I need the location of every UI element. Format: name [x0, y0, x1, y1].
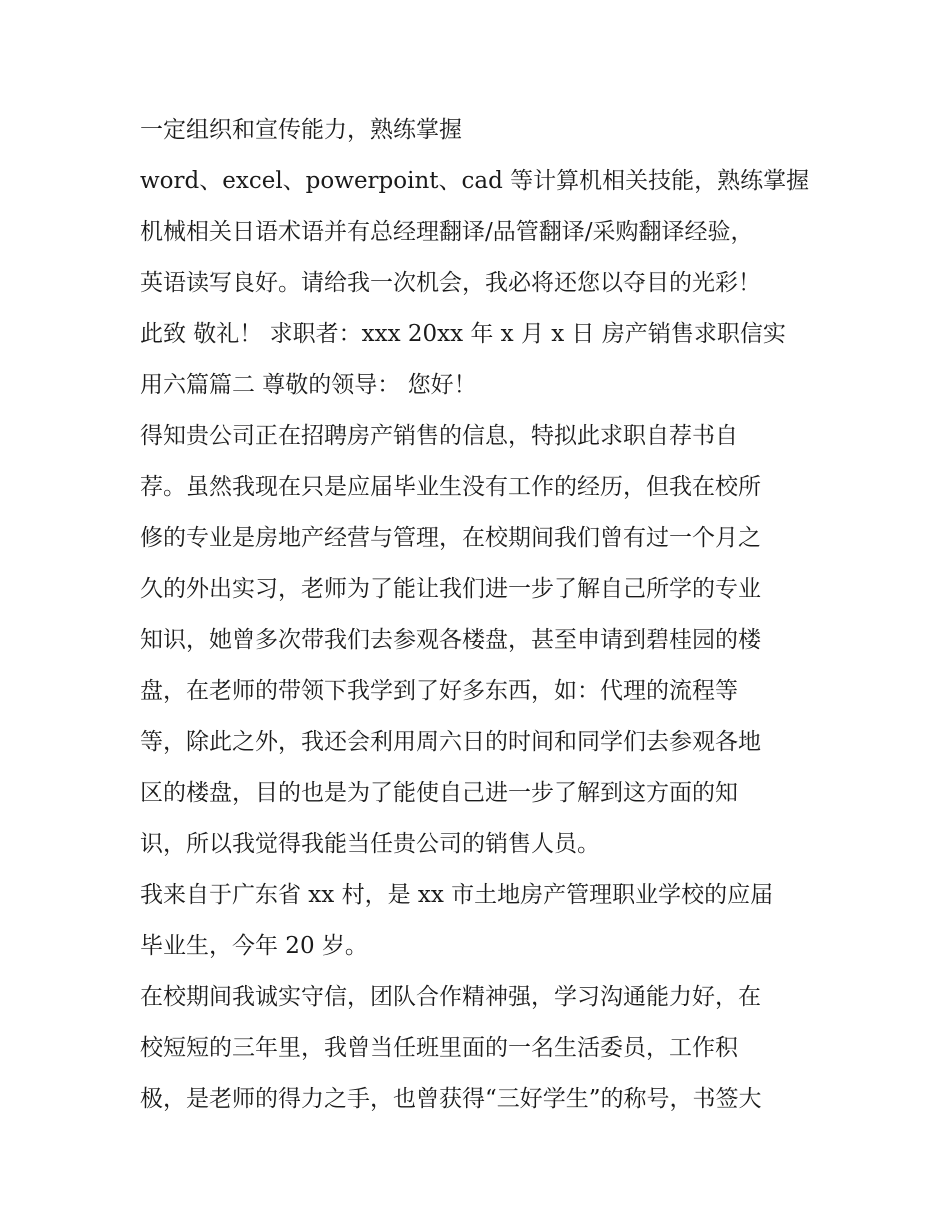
text-line-7: 得知贵公司正在招聘房产销售的信息，特拟此求职自荐书自: [140, 423, 738, 449]
text-line-13: 等，除此之外，我还会利用周六日的时间和同学们去参观各地: [140, 729, 761, 755]
text-line-20: 极，是老师的得力之手，也曾获得“三好学生”的称号，书签大: [140, 1086, 762, 1112]
text-line-5: 此致 敬礼！ 求职者：xxx 20xx 年 x 月 x 日 房产销售求职信实: [140, 321, 786, 347]
text-line-17: 毕业生，今年 20 岁。: [140, 933, 368, 959]
text-line-6: 用六篇篇二 尊敬的领导： 您好！: [140, 372, 477, 398]
text-line-14: 区的楼盘，目的也是为了能使自己进一步了解到这方面的知: [140, 780, 738, 806]
text-line-4: 英语读写良好。请给我一次机会，我必将还您以夺目的光彩！: [140, 270, 761, 296]
text-line-12: 盘，在老师的带领下我学到了好多东西，如：代理的流程等: [140, 678, 738, 704]
text-line-2: word、excel、powerpoint、cad 等计算机相关技能，熟练掌握: [140, 168, 810, 194]
text-line-18: 在校期间我诚实守信，团队合作精神强，学习沟通能力好，在: [140, 984, 761, 1010]
document-body: [140, 105, 830, 1125]
text-line-9: 修的专业是房地产经营与管理，在校期间我们曾有过一个月之: [140, 525, 761, 551]
text-line-11: 知识，她曾多次带我们去参观各楼盘，甚至申请到碧桂园的楼: [140, 627, 761, 653]
text-line-10: 久的外出实习，老师为了能让我们进一步了解自己所学的专业: [140, 576, 761, 602]
text-line-3: 机械相关日语术语并有总经理翻译/品管翻译/采购翻译经验，: [140, 219, 754, 245]
text-line-1: 一定组织和宣传能力，熟练掌握: [140, 117, 462, 143]
text-line-19: 校短短的三年里，我曾当任班里面的一名生活委员，工作积: [140, 1035, 738, 1061]
text-line-15: 识，所以我觉得我能当任贵公司的销售人员。: [140, 831, 600, 857]
text-line-8: 荐。虽然我现在只是应届毕业生没有工作的经历，但我在校所: [140, 474, 761, 500]
text-line-16: 我来自于广东省 xx 村，是 xx 市土地房产管理职业学校的应届: [140, 882, 774, 908]
